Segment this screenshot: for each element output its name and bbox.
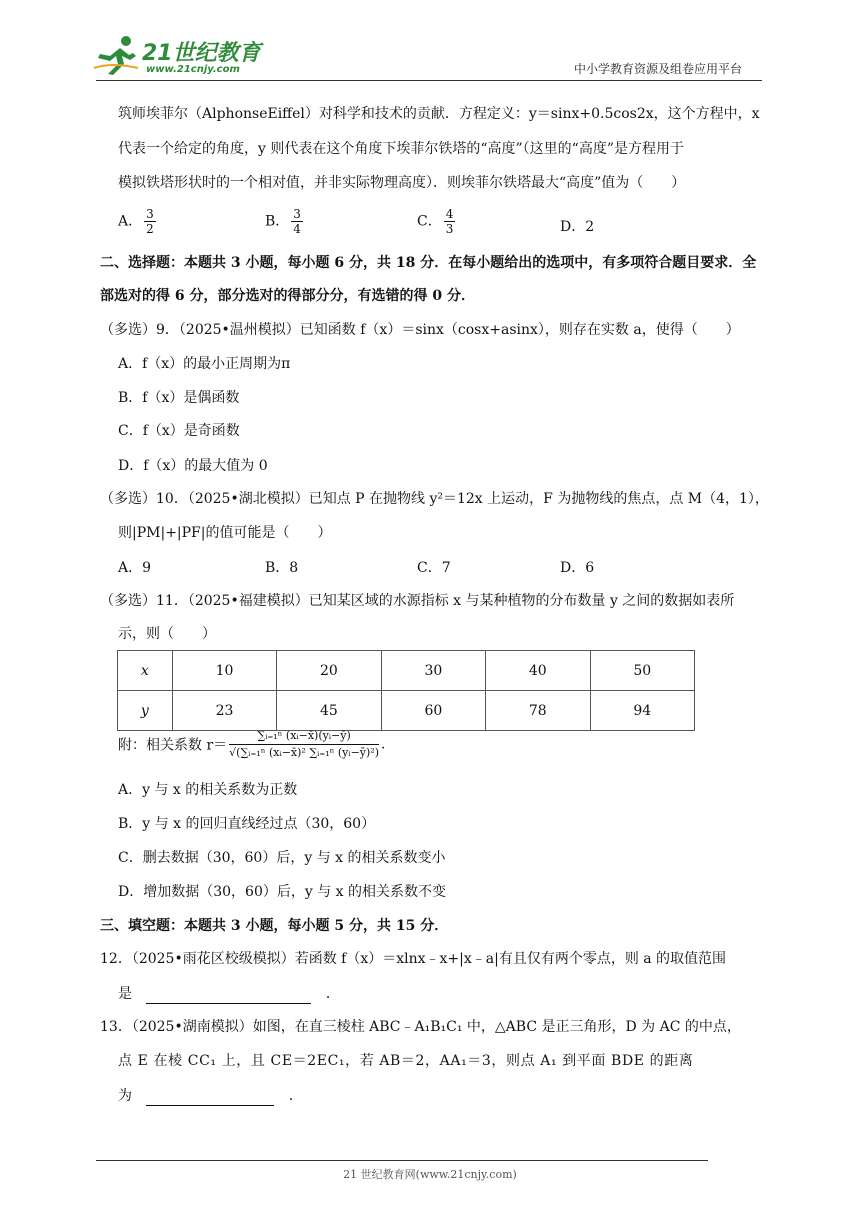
q11-formula-note: 附：相关系数 r＝ $\frac{\text{∑ᵢ₌₁ⁿ (xᵢ−x̄)(yᵢ−ȳ)}}{\text{√(∑ᵢ₌₁ⁿ (xᵢ−x̄)² ∑ᵢ₌₁ⁿ (yᵢ−ȳ)²)}}$ .	[118, 729, 386, 759]
header-divider	[96, 80, 762, 81]
q10-option-d: D．6	[560, 560, 595, 576]
q13-line1: 13．（2025•湖南模拟）如图，在直三棱柱 ABC﹣A₁B₁C₁ 中，△ABC 是正三角形，D 为 AC 的中点，	[100, 1019, 741, 1035]
table-row	[118, 691, 695, 731]
q9-option-a: A．f（x）的最小正周期为π	[118, 356, 291, 372]
q8-option-c: C． $\frac{4}{3}$	[417, 207, 454, 236]
table-cell: 23	[172, 691, 276, 731]
q8-line1: 筑师埃菲尔（AlphonseEiffel）对科学和技术的贡献．方程定义：y＝sinx+0.5cos2x，这个方程中，x	[118, 106, 760, 122]
q8-line3: 模拟铁塔形状时的一个相对值，并非实际物理高度）．则埃菲尔铁塔最大“高度”值为（ ）	[118, 175, 686, 191]
site-logo	[92, 34, 262, 78]
q8-option-b: B． $\frac{3}{4}$	[265, 207, 301, 236]
footer-text: 21 世纪教育网(www.21cnjy.com)	[343, 1168, 517, 1181]
q9-option-b: B．f（x）是偶函数	[118, 390, 240, 406]
q10-option-b: B．8	[265, 560, 299, 576]
table-row	[118, 651, 695, 691]
runner-logo-icon	[92, 34, 142, 76]
section3-heading: 三、填空题：本题共 3 小题，每小题 5 分，共 15 分．	[100, 918, 449, 934]
q9-stem: （多选）9．（2025•温州模拟）已知函数 f（x）＝sinx（cosx+asinx），则存在实数 a，使得（ ）	[100, 322, 740, 338]
q8-option-c-fraction: $\frac{4}{3}$	[445, 207, 454, 236]
q13-line3: 为 ．	[118, 1085, 303, 1106]
q13-answer-blank[interactable]	[146, 1085, 274, 1106]
section2-heading-line2: 部选对的得 6 分，部分选对的得部分分，有选错的得 0 分．	[100, 288, 475, 304]
q11-option-a: A．y 与 x 的相关系数为正数	[118, 782, 298, 798]
table-header-x: x	[118, 651, 173, 691]
q8-option-a-fraction: $\frac{3}{2}$	[146, 207, 154, 236]
site-slogan: 中小学教育资源及组卷应用平台	[574, 62, 743, 76]
q8-option-a: A． $\frac{3}{2}$	[118, 207, 154, 236]
q11-option-c: C．删去数据（30，60）后，y 与 x 的相关系数变小	[118, 850, 446, 866]
q10-option-a: A．9	[118, 560, 152, 576]
q12-answer-blank[interactable]	[146, 983, 311, 1004]
table-cell: 60	[381, 691, 485, 731]
table-cell: 30	[381, 651, 485, 691]
table-header-y: y	[118, 691, 173, 731]
q13-line2: 点 E 在棱 CC₁ 上，且 CE＝2EC₁，若 AB＝2，AA₁＝3，则点 A₁ 到平面 BDE 的距离	[118, 1053, 694, 1069]
q9-option-c: C．f（x）是奇函数	[118, 423, 240, 439]
q11-stem: （多选）11．（2025•福建模拟）已知某区域的水源指标 x 与某种植物的分布数量 y 之间的数据如表所	[100, 593, 735, 609]
table-cell: 40	[486, 651, 590, 691]
logo-main-text: 21世纪教育	[142, 41, 261, 66]
correlation-fraction: $\frac{\text{∑ᵢ₌₁ⁿ (xᵢ−x̄)(yᵢ−ȳ)}}{\text{√(∑ᵢ₌₁ⁿ (xᵢ−x̄)² ∑ᵢ₌₁ⁿ (yᵢ−ȳ)²)}}$	[229, 729, 379, 759]
q10-option-c: C．7	[417, 560, 451, 576]
q11-option-d: D．增加数据（30，60）后，y 与 x 的相关系数不变	[118, 884, 447, 900]
table-cell: 78	[486, 691, 590, 731]
table-cell: 94	[590, 691, 694, 731]
q8-line2: 代表一个给定的角度，y 则代表在这个角度下埃菲尔铁塔的“高度”（这里的“高度”是方程用于	[118, 141, 684, 157]
table-cell: 10	[172, 651, 276, 691]
table-cell: 20	[277, 651, 381, 691]
q10-line2: 则|PM|+|PF|的值可能是（ ）	[118, 525, 332, 541]
section2-heading-line1: 二、选择题：本题共 3 小题，每小题 6 分，共 18 分．在每小题给出的选项中，有多项符合题目要求．全	[100, 255, 757, 271]
formula-prefix: 附：相关系数 r＝	[118, 737, 228, 754]
table-cell: 45	[277, 691, 381, 731]
q11-line2: 示，则（ ）	[118, 626, 216, 642]
q8-option-d: D．2	[560, 219, 595, 235]
q11-option-b: B．y 与 x 的回归直线经过点（30，60）	[118, 816, 376, 832]
footer-divider	[96, 1160, 708, 1161]
q12-line1: 12．（2025•雨花区校级模拟）若函数 f（x）＝xlnx﹣x+|x﹣a|有且仅有两个零点，则 a 的取值范围	[100, 951, 727, 967]
q10-stem: （多选）10．（2025•湖北模拟）已知点 P 在抛物线 y²＝12x 上运动，F 为抛物线的焦点，点 M（4，1），	[100, 491, 769, 507]
table-cell: 50	[590, 651, 694, 691]
q8-option-b-fraction: $\frac{3}{4}$	[293, 207, 301, 236]
q12-line2: 是 ．	[118, 983, 340, 1004]
logo-url-text: www.21cnjy.com	[146, 64, 240, 75]
q11-data-table	[117, 650, 695, 731]
q9-option-d: D．f（x）的最大值为 0	[118, 458, 268, 474]
